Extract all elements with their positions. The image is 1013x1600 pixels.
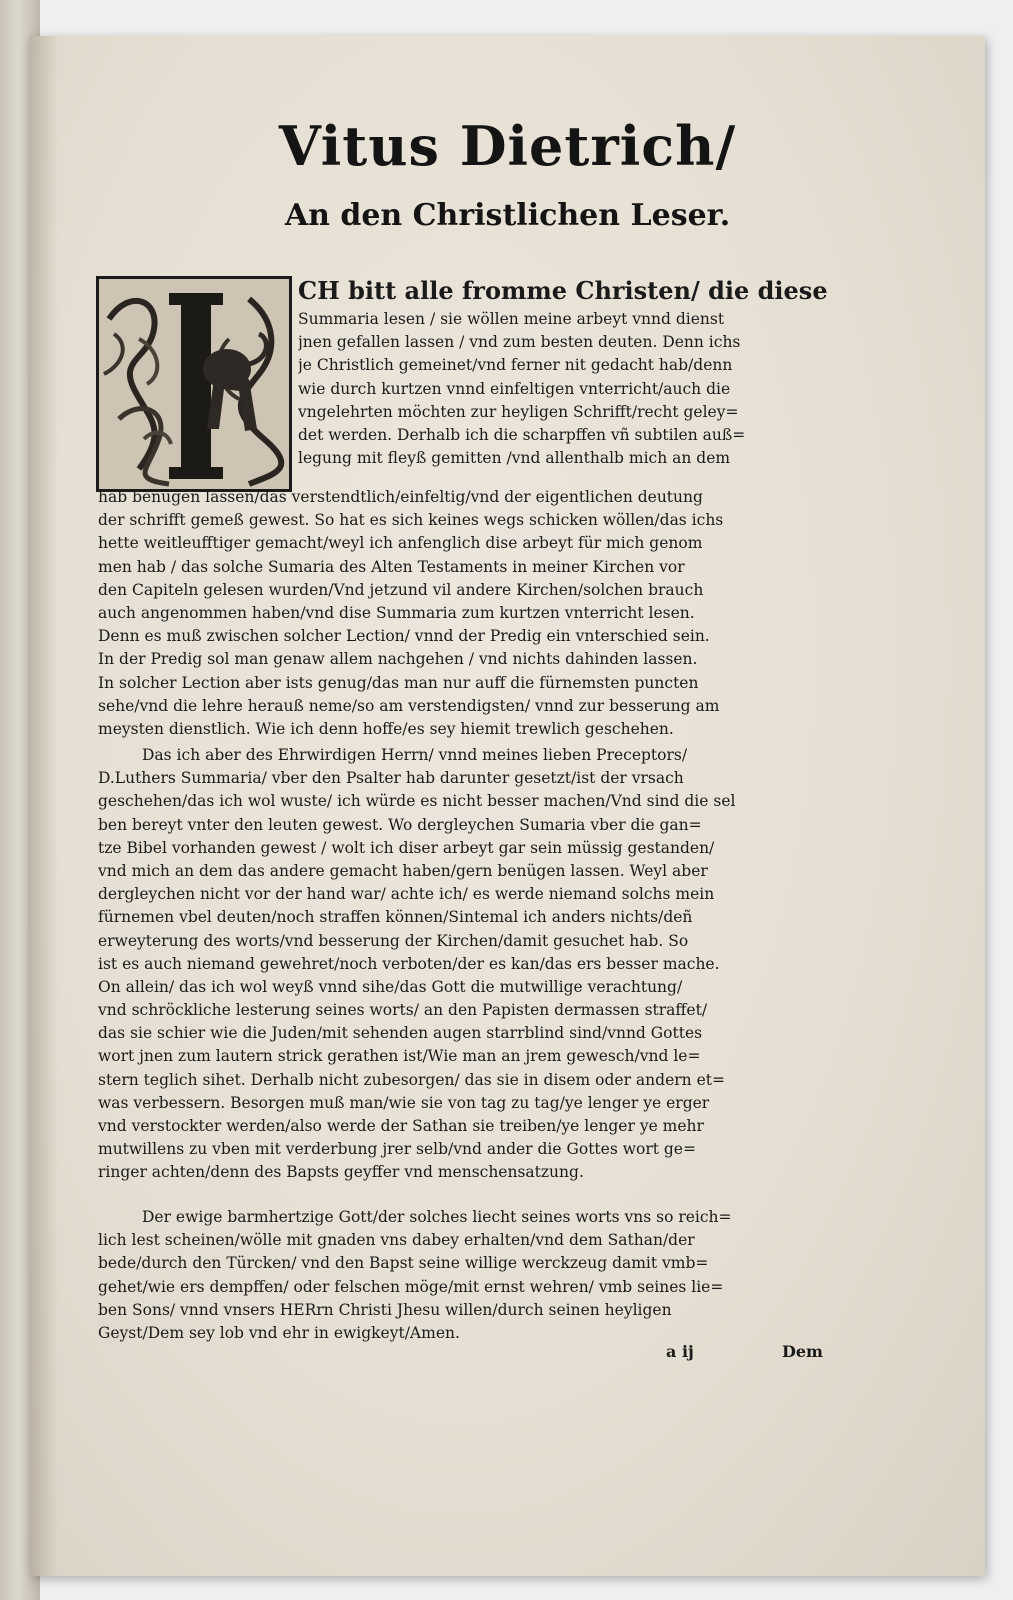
text-line: Denn es muß zwischen solcher Lection/ vnnd der Predig ein vnterschied sein. bbox=[98, 627, 710, 646]
text-line: On allein/ das ich wol weyß vnnd sihe/das Gott die mutwillige verachtung/ bbox=[98, 977, 683, 996]
text-line: das sie schier wie die Juden/mit sehenden augen starrblind sind/vnnd Gottes bbox=[98, 1024, 703, 1043]
woodcut-initial-icon bbox=[96, 276, 292, 492]
text-line: geschehen/das ich wol wuste/ ich würde es nicht besser machen/Vnd sind die sel bbox=[98, 792, 736, 811]
text-line: Summaria lesen / sie wöllen meine arbeyt vnnd dienst bbox=[298, 310, 725, 328]
book-page bbox=[30, 36, 985, 1576]
text-line: vnd mich an dem das andere gemacht haben/gern benügen lassen. Weyl aber bbox=[98, 861, 708, 880]
text-line: hab benügen lassen/das verstendtlich/einfeltig/vnd der eigentlichen deutung bbox=[98, 488, 703, 506]
catchword: Dem bbox=[782, 1342, 823, 1361]
text-line: gehet/wie ers dempffen/ oder felschen möge/mit ernst wehren/ vmb seines lie= bbox=[98, 1277, 724, 1296]
text-line: ben bereyt vnter den leuten gewest. Wo dergleychen Sumaria vber die gan= bbox=[98, 815, 702, 834]
text-line: wie durch kurtzen vnnd einfeltigen vnterricht/auch die bbox=[298, 379, 731, 398]
text-line: bede/durch den Türcken/ vnd den Bapst seine willige werckzeug damit vmb= bbox=[98, 1254, 709, 1273]
text-line: mutwillens zu vben mit verderbung jrer selb/vnd ander die Gottes wort ge= bbox=[98, 1140, 696, 1159]
text-line: jnen gefallen lassen / vnd zum besten deuten. Denn ichs bbox=[298, 333, 741, 352]
text-line: det werden. Derhalb ich die scharpffen vñ subtilen auß= bbox=[298, 425, 746, 444]
text-line: sehe/vnd die lehre herauß neme/so am verstendigsten/ vnnd zur besserung am bbox=[98, 696, 720, 715]
text-line: erweyterung des worts/vnd besserung der Kirchen/damit gesuchet hab. So bbox=[98, 931, 689, 950]
text-line: auch angenommen haben/vnd dise Summaria zum kurtzen vnterricht lesen. bbox=[98, 603, 695, 622]
text-line: den Capiteln gelesen wurden/Vnd jetzund vil andere Kirchen/solchen brauch bbox=[98, 580, 704, 599]
text-line: der schrifft gemeß gewest. So hat es sich keines wegs schicken wöllen/das ichs bbox=[98, 511, 724, 530]
text-line: Geyst/Dem sey lob vnd ehr in ewigkeyt/Amen. bbox=[98, 1323, 460, 1342]
text-line: ringer achten/denn des Bapsts geyffer vnd menschensatzung. bbox=[98, 1163, 584, 1182]
text-line: D.Luthers Summaria/ vber den Psalter hab darunter gesetzt/ist der vrsach bbox=[98, 769, 684, 788]
text-line: fürnemen vbel deuten/noch straffen können/Sintemal ich anders nichts/deñ bbox=[98, 908, 693, 927]
paragraph-1-full-width bbox=[98, 486, 723, 741]
text-line: legung mit fleyß gemitten /vnd allenthalb mich an dem bbox=[298, 449, 731, 468]
text-line: CH bitt alle fromme Christen/ die diese bbox=[298, 276, 828, 305]
text-line: men hab / das solche Sumaria des Alten Testaments in meiner Kirchen vor bbox=[98, 557, 685, 576]
text-line: Der ewige barmhertzige Gott/der solches liecht seines worts vns so reich= bbox=[142, 1208, 732, 1226]
text-line: stern teglich sihet. Derhalb nicht zubesorgen/ das sie in disem oder andern et= bbox=[98, 1070, 725, 1089]
text-line: ben Sons/ vnnd vnsers HERrn Christi Jhesu willen/durch seinen heyligen bbox=[98, 1300, 672, 1319]
text-line: vnd verstockter werden/also werde der Sathan sie treiben/ye lenger ye mehr bbox=[98, 1117, 704, 1135]
text-line: was verbessern. Besorgen muß man/wie sie von tag zu tag/ye lenger ye erger bbox=[98, 1093, 710, 1112]
paragraph-3 bbox=[98, 1206, 732, 1345]
text-line: vnd schröckliche lesterung seines worts/ an den Papisten dermassen straffet/ bbox=[98, 1001, 708, 1020]
text-line: meysten dienstlich. Wie ich denn hoffe/es sey hiemit trewlich geschehen. bbox=[98, 719, 674, 738]
paragraph-2 bbox=[98, 744, 735, 1185]
text-line: je Christlich gemeinet/vnd ferner nit gedacht hab/denn bbox=[298, 356, 733, 375]
text-line: tze Bibel vorhanden gewest / wolt ich diser arbeyt gar sein müssig gestanden/ bbox=[98, 838, 715, 857]
text-line: In solcher Lection aber ists genug/das man nur auff die fürnemsten puncten bbox=[98, 673, 699, 692]
text-line: In der Predig sol man genaw allem nachgehen / vnd nichts dahinden lassen. bbox=[98, 650, 698, 669]
text-line: lich lest scheinen/wölle mit gnaden vns dabey erhalten/vnd dem Sathan/der bbox=[98, 1231, 695, 1250]
page-title: Vitus Dietrich/ bbox=[278, 114, 737, 178]
text-line: hette weitleufftiger gemacht/weyl ich anfenglich dise arbeyt für mich genom bbox=[98, 534, 703, 553]
paragraph-1-beside-initial bbox=[298, 274, 828, 470]
text-line: vngelehrten möchten zur heyligen Schrifft/recht geley= bbox=[298, 402, 739, 421]
text-line: wort jnen zum lautern strick gerathen ist/Wie man an jrem gewesch/vnd le= bbox=[98, 1047, 701, 1066]
signature-mark: a ij bbox=[666, 1342, 694, 1361]
page-subtitle: An den Christlichen Leser. bbox=[284, 198, 731, 233]
text-line: Das ich aber des Ehrwirdigen Herrn/ vnnd meines lieben Preceptors/ bbox=[142, 746, 688, 764]
text-line: ist es auch niemand gewehret/noch verboten/der es kan/das ers besser mache. bbox=[98, 954, 720, 973]
text-line: dergleychen nicht vor der hand war/ achte ich/ es werde niemand solchs mein bbox=[98, 885, 715, 904]
